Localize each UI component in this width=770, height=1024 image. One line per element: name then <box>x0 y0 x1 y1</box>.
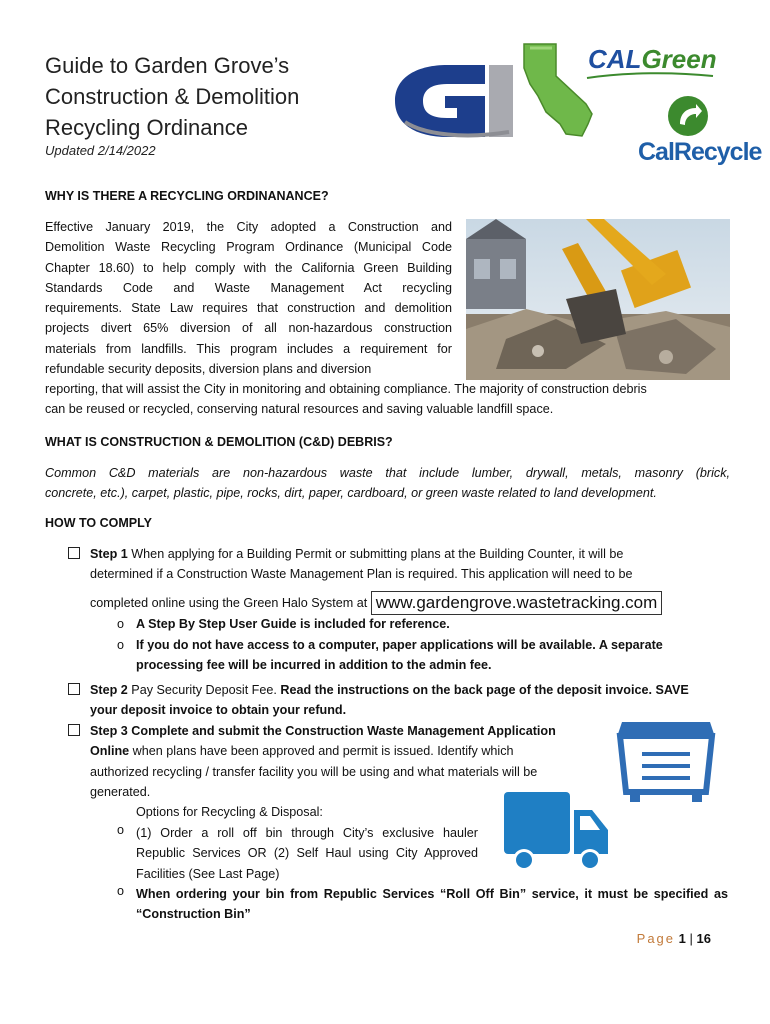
text-line: requirements. State Law requires that construction and demolition <box>45 301 452 316</box>
step-text: authorized recycling / transfer facility you will be using and what materials will be <box>90 764 538 779</box>
step-text: when plans have been approved and permit is issued. Identify which <box>129 744 514 759</box>
excavator-photo <box>466 219 730 380</box>
what-paragraph <box>45 463 730 504</box>
step-text-bold: Online <box>90 744 130 759</box>
step-label: Step 2 <box>90 683 128 697</box>
text-line: Effective January 2019, the City adopted a Construction and <box>45 220 452 234</box>
title-line: Recycling Ordinance <box>45 115 248 140</box>
sub-item: processing fee will be incurred in addition to the admin fee. <box>136 658 492 672</box>
option-1 <box>136 823 478 884</box>
text-line: Chapter 18.60) to help comply with the California Green Building <box>45 260 452 275</box>
calrecycle-icon <box>666 94 710 138</box>
text-line: “Construction Bin” <box>136 907 251 922</box>
why-paragraph-continued <box>45 379 735 420</box>
page-title <box>45 50 375 143</box>
bullet-icon: o <box>117 884 125 898</box>
text-line: (1) Order a roll off bin through City’s exclusive hauler <box>136 826 478 840</box>
section-heading-how: HOW TO COMPLY <box>45 516 152 530</box>
text-line: reporting, that will assist the City in monitoring and obtaining compliance. The majority of construction debris <box>45 382 647 396</box>
section-heading-why: WHY IS THERE A RECYCLING ORDINANANCE? <box>45 189 329 203</box>
text-line: Standards Code and Waste Management Act recycling <box>45 280 452 295</box>
text-line: When ordering your bin from Republic Services “Roll Off Bin” service, it must be specified as <box>136 887 728 901</box>
step-label: Step 3 Complete and submit the Construction Waste Management Application <box>90 724 556 738</box>
sub-item: If you do not have access to a computer, paper applications will be available. A separate <box>136 638 663 652</box>
dumpster-icon <box>614 718 718 804</box>
updated-date: Updated 2/14/2022 <box>45 143 156 158</box>
section-heading-what: WHAT IS CONSTRUCTION & DEMOLITION (C&D) DEBRIS? <box>45 435 393 449</box>
page-footer <box>637 931 711 946</box>
footer-total-pages: 16 <box>696 931 711 946</box>
step-1-url-line <box>90 590 662 614</box>
text-line: Republic Services OR (2) Self Haul using City Approved <box>136 846 478 861</box>
step-text: generated. <box>90 784 151 799</box>
calgreen-swoosh-icon <box>585 72 715 80</box>
calgreen-prefix: CAL <box>588 44 642 74</box>
sub-item: A Step By Step User Guide is included for reference. <box>136 617 450 631</box>
garden-grove-logo <box>385 60 517 142</box>
step-text: determined if a Construction Waste Management Plan is required. This application will need to be <box>90 567 633 582</box>
footer-page-number: 1 <box>678 931 686 946</box>
step-text-bold: your deposit invoice to obtain your refund. <box>90 703 347 718</box>
title-line: Guide to Garden Grove’s <box>45 53 290 78</box>
title-line: Construction & Demolition <box>45 84 300 109</box>
text-line: Facilities (See Last Page) <box>136 866 280 881</box>
why-paragraph <box>45 217 452 379</box>
green-halo-url-link[interactable]: www.gardengrove.wastetracking.com <box>371 591 663 615</box>
step-text: Pay Security Deposit Fee. <box>127 683 281 697</box>
footer-page-word: Page <box>636 931 676 946</box>
step-text-bold: Read the instructions on the back page of the deposit invoice. SAVE <box>280 683 689 697</box>
text-line: Common C&D materials are non-hazardous waste that include lumber, drywall, metals, masonry (brick, <box>45 466 730 480</box>
calrecycle-logo-text: CalRecycle <box>638 138 762 166</box>
checkbox-icon[interactable] <box>68 547 80 559</box>
bullet-icon: o <box>117 617 125 631</box>
checkbox-icon[interactable] <box>68 724 80 736</box>
options-heading: Options for Recycling & Disposal: <box>136 805 323 819</box>
step-text: completed online using the Green Halo System at <box>90 596 371 610</box>
bullet-icon: o <box>117 823 125 837</box>
checkbox-icon[interactable] <box>68 683 80 695</box>
text-line: Demolition Waste Recycling Program Ordinance (Municipal Code <box>45 240 452 255</box>
option-2 <box>136 884 728 925</box>
step-2 <box>68 680 748 721</box>
step-text: When applying for a Building Permit or submitting plans at the Building Counter, it will be <box>127 547 624 561</box>
calgreen-logo <box>588 44 717 75</box>
step-1 <box>68 544 718 585</box>
footer-separator: | <box>689 931 693 946</box>
text-line: concrete, etc.), carpet, plastic, pipe, rocks, dirt, paper, cardboard, or green waste related to land development. <box>45 486 657 501</box>
truck-icon <box>500 788 612 878</box>
text-line: materials from landfills. This program includes a requirement for <box>45 341 452 356</box>
text-line: refundable security deposits, diversion plans and diversion <box>45 362 372 377</box>
step-label: Step 1 <box>90 547 128 561</box>
calgreen-text: Green <box>641 44 717 74</box>
text-line: can be reused or recycled, conserving natural resources and saving valuable landfill space. <box>45 402 554 417</box>
bullet-icon: o <box>117 638 125 652</box>
text-line: projects divert 65% diversion of all non-hazardous construction <box>45 321 452 336</box>
